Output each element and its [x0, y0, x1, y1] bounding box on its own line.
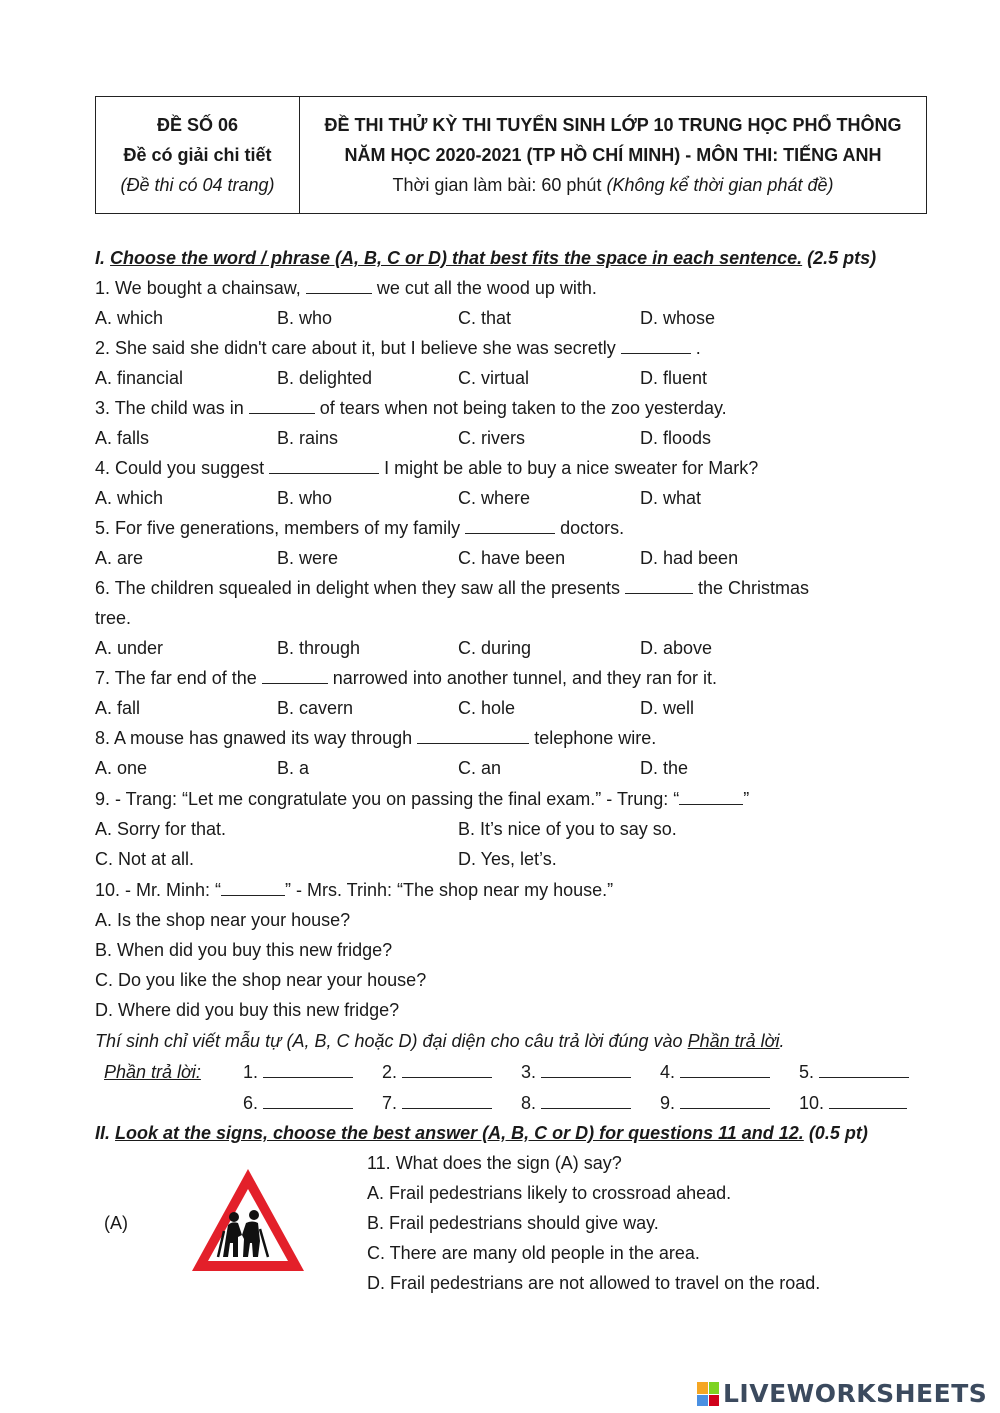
option-b[interactable]: B. who [277, 488, 333, 508]
instruction-end: . [779, 1031, 785, 1051]
question-text: 8. A mouse has gnawed its way through [95, 728, 418, 748]
section-2-prefix: II. [95, 1123, 116, 1143]
elderly-pedestrians-warning-sign-icon [188, 1165, 308, 1275]
answer-slot-2: 2. [382, 1061, 492, 1083]
instruction-text: Thí sinh chỉ viết mẫu tự (A, B, C hoặc D) đại diện cho câu trả lời đúng vào [95, 1031, 688, 1051]
answer-field[interactable] [402, 1092, 492, 1109]
answer-blank[interactable] [269, 457, 379, 474]
option-b[interactable]: B. delighted [277, 368, 373, 388]
answer-blank[interactable] [417, 727, 529, 744]
answer-slot-8: 8. [521, 1092, 631, 1114]
exam-page-count: (Đề thi có 04 trang) [120, 175, 275, 195]
option-d[interactable]: D. above [640, 638, 713, 658]
option-d[interactable]: D. whose [640, 308, 716, 328]
answer-field[interactable] [541, 1061, 631, 1078]
option-d[interactable]: D. Where did you buy this new fridge? [95, 1000, 400, 1020]
option-a[interactable]: A. which [95, 488, 164, 508]
question-text: we cut all the wood up with. [371, 278, 597, 298]
option-c[interactable]: C. an [458, 758, 502, 778]
option-a[interactable]: A. Is the shop near your house? [95, 910, 351, 930]
exam-time-note: (Không kể thời gian phát đề) [606, 175, 834, 195]
exam-title-line1: ĐỀ THI THỬ KỲ THI TUYỂN SINH LỚP 10 TRUNG HỌC PHỔ THÔNG [324, 115, 902, 135]
answer-slot-6: 6. [243, 1092, 353, 1114]
answer-field[interactable] [541, 1092, 631, 1109]
option-d[interactable]: D. what [640, 488, 702, 508]
question-text: 9. - Trang: “Let me congratulate you on passing the final exam.” - Trung: “ [95, 789, 680, 809]
option-a[interactable]: A. which [95, 308, 164, 328]
question-6-continuation: tree. [95, 608, 132, 628]
answer-blank[interactable] [221, 879, 285, 896]
question-text: of tears when not being taken to the zoo yesterday. [314, 398, 727, 418]
option-b[interactable]: B. Frail pedestrians should give way. [367, 1213, 659, 1233]
question-1 [95, 277, 597, 299]
question-text: 2. She said she didn't care about it, but I believe she was secretly [95, 338, 621, 358]
answer-slot-5: 5. [799, 1061, 909, 1083]
liveworksheets-logo [697, 1379, 993, 1409]
section-2-instruction: Look at the signs, choose the best answer (A, B, C or D) for questions 11 and 12. [115, 1123, 804, 1143]
question-text: 4. Could you suggest [95, 458, 270, 478]
option-d[interactable]: D. the [640, 758, 689, 778]
question-text: 1. We bought a chainsaw, [95, 278, 306, 298]
answer-slot-4: 4. [660, 1061, 770, 1083]
option-a[interactable]: A. Sorry for that. [95, 819, 227, 839]
question-text: 3. The child was in [95, 398, 249, 418]
question-text: 7. The far end of the [95, 668, 262, 688]
exam-code-cell [96, 97, 300, 213]
question-3 [95, 397, 727, 419]
answer-blank[interactable] [249, 397, 315, 414]
option-c[interactable]: C. Not at all. [95, 849, 195, 869]
answer-slot-1: 1. [243, 1061, 353, 1083]
answer-blank[interactable] [679, 788, 743, 805]
option-c[interactable]: C. Do you like the shop near your house? [95, 970, 427, 990]
option-a[interactable]: A. fall [95, 698, 141, 718]
option-a[interactable]: A. under [95, 638, 164, 658]
question-text: 5. For five generations, members of my family [95, 518, 466, 538]
question-5 [95, 517, 624, 539]
option-a[interactable]: A. one [95, 758, 148, 778]
answer-blank[interactable] [465, 517, 555, 534]
question-text: telephone wire. [529, 728, 657, 748]
option-a[interactable]: A. financial [95, 368, 184, 388]
option-a[interactable]: A. are [95, 548, 144, 568]
option-b[interactable]: B. were [277, 548, 339, 568]
section-1-points: (2.5 pts) [802, 248, 877, 268]
option-b[interactable]: B. who [277, 308, 333, 328]
option-d[interactable]: D. fluent [640, 368, 708, 388]
answer-blank[interactable] [262, 667, 328, 684]
option-d[interactable]: D. had been [640, 548, 739, 568]
option-c[interactable]: C. virtual [458, 368, 530, 388]
section-1-instruction: Choose the word / phrase (A, B, C or D) that best fits the space in each sentence. [110, 248, 803, 268]
answer-blank[interactable] [625, 577, 693, 594]
answer-field[interactable] [263, 1061, 353, 1078]
question-11: 11. What does the sign (A) say? [367, 1153, 622, 1173]
exam-header [95, 96, 927, 214]
sign-label: (A) [104, 1213, 128, 1233]
answer-blank[interactable] [306, 277, 372, 294]
question-4 [95, 457, 758, 479]
option-d[interactable]: D. Yes, let’s. [458, 849, 557, 869]
exam-title-line2: NĂM HỌC 2020-2021 (TP HỒ CHÍ MINH) - MÔN THI: TIẾNG ANH [344, 145, 882, 165]
section-2-title [95, 1122, 868, 1144]
question-7 [95, 667, 717, 689]
answer-slot-10: 10. [799, 1092, 907, 1114]
section-1-prefix: I. [95, 248, 111, 268]
answer-field[interactable] [819, 1061, 909, 1078]
option-c[interactable]: C. that [458, 308, 512, 328]
logo-text: LIVEWORKSHEETS [723, 1379, 988, 1408]
answer-sheet-label: Phần trả lời: [104, 1062, 201, 1082]
option-b[interactable]: B. It’s nice of you to say so. [458, 819, 677, 839]
instruction-answer-section-ref: Phần trả lời [687, 1031, 780, 1051]
answer-slot-3: 3. [521, 1061, 631, 1083]
option-a[interactable]: A. falls [95, 428, 150, 448]
exam-solution-note: Đề có giải chi tiết [123, 145, 272, 165]
question-text: doctors. [555, 518, 625, 538]
answer-instruction [95, 1030, 785, 1052]
answer-slot-7: 7. [382, 1092, 492, 1114]
exam-number: ĐỀ SỐ 06 [156, 115, 239, 135]
option-d[interactable]: D. floods [640, 428, 712, 448]
answer-field[interactable] [402, 1061, 492, 1078]
logo-grid-icon [697, 1382, 719, 1406]
question-text: ” [743, 789, 750, 809]
exam-time-line [300, 170, 926, 200]
option-c[interactable]: C. rivers [458, 428, 525, 448]
option-b[interactable]: B. rains [277, 428, 339, 448]
question-text: the Christmas [693, 578, 810, 598]
question-text: narrowed into another tunnel, and they ran for it. [327, 668, 718, 688]
answer-blank[interactable] [621, 337, 691, 354]
option-b[interactable]: B. cavern [277, 698, 354, 718]
option-c[interactable]: C. hole [458, 698, 516, 718]
option-c[interactable]: C. during [458, 638, 532, 658]
option-b[interactable]: B. When did you buy this new fridge? [95, 940, 393, 960]
answer-field[interactable] [263, 1092, 353, 1109]
option-c[interactable]: C. There are many old people in the area. [367, 1243, 700, 1263]
question-text: . [690, 338, 701, 358]
exam-title-cell [300, 97, 926, 213]
question-10 [95, 879, 613, 901]
question-2 [95, 337, 701, 359]
question-text: I might be able to buy a nice sweater for Mark? [379, 458, 759, 478]
section-1-title [95, 247, 876, 269]
option-b[interactable]: B. a [277, 758, 310, 778]
question-text: 10. - Mr. Minh: “ [95, 880, 222, 900]
option-d[interactable]: D. well [640, 698, 695, 718]
question-6 [95, 577, 809, 599]
option-b[interactable]: B. through [277, 638, 361, 658]
question-9 [95, 788, 749, 810]
question-text: 6. The children squealed in delight when they saw all the presents [95, 578, 625, 598]
exam-time: Thời gian làm bài: 60 phút [392, 175, 607, 195]
answer-field[interactable] [680, 1092, 770, 1109]
question-text: ” - Mrs. Trinh: “The shop near my house.” [285, 880, 614, 900]
option-c[interactable]: C. have been [458, 548, 566, 568]
answer-slot-9: 9. [660, 1092, 770, 1114]
answer-field[interactable] [829, 1092, 907, 1109]
question-8 [95, 727, 656, 749]
answer-field[interactable] [680, 1061, 770, 1078]
option-d[interactable]: D. Frail pedestrians are not allowed to travel on the road. [367, 1273, 821, 1293]
section-2-points: (0.5 pt) [803, 1123, 868, 1143]
option-a[interactable]: A. Frail pedestrians likely to crossroad ahead. [367, 1183, 732, 1203]
option-c[interactable]: C. where [458, 488, 531, 508]
